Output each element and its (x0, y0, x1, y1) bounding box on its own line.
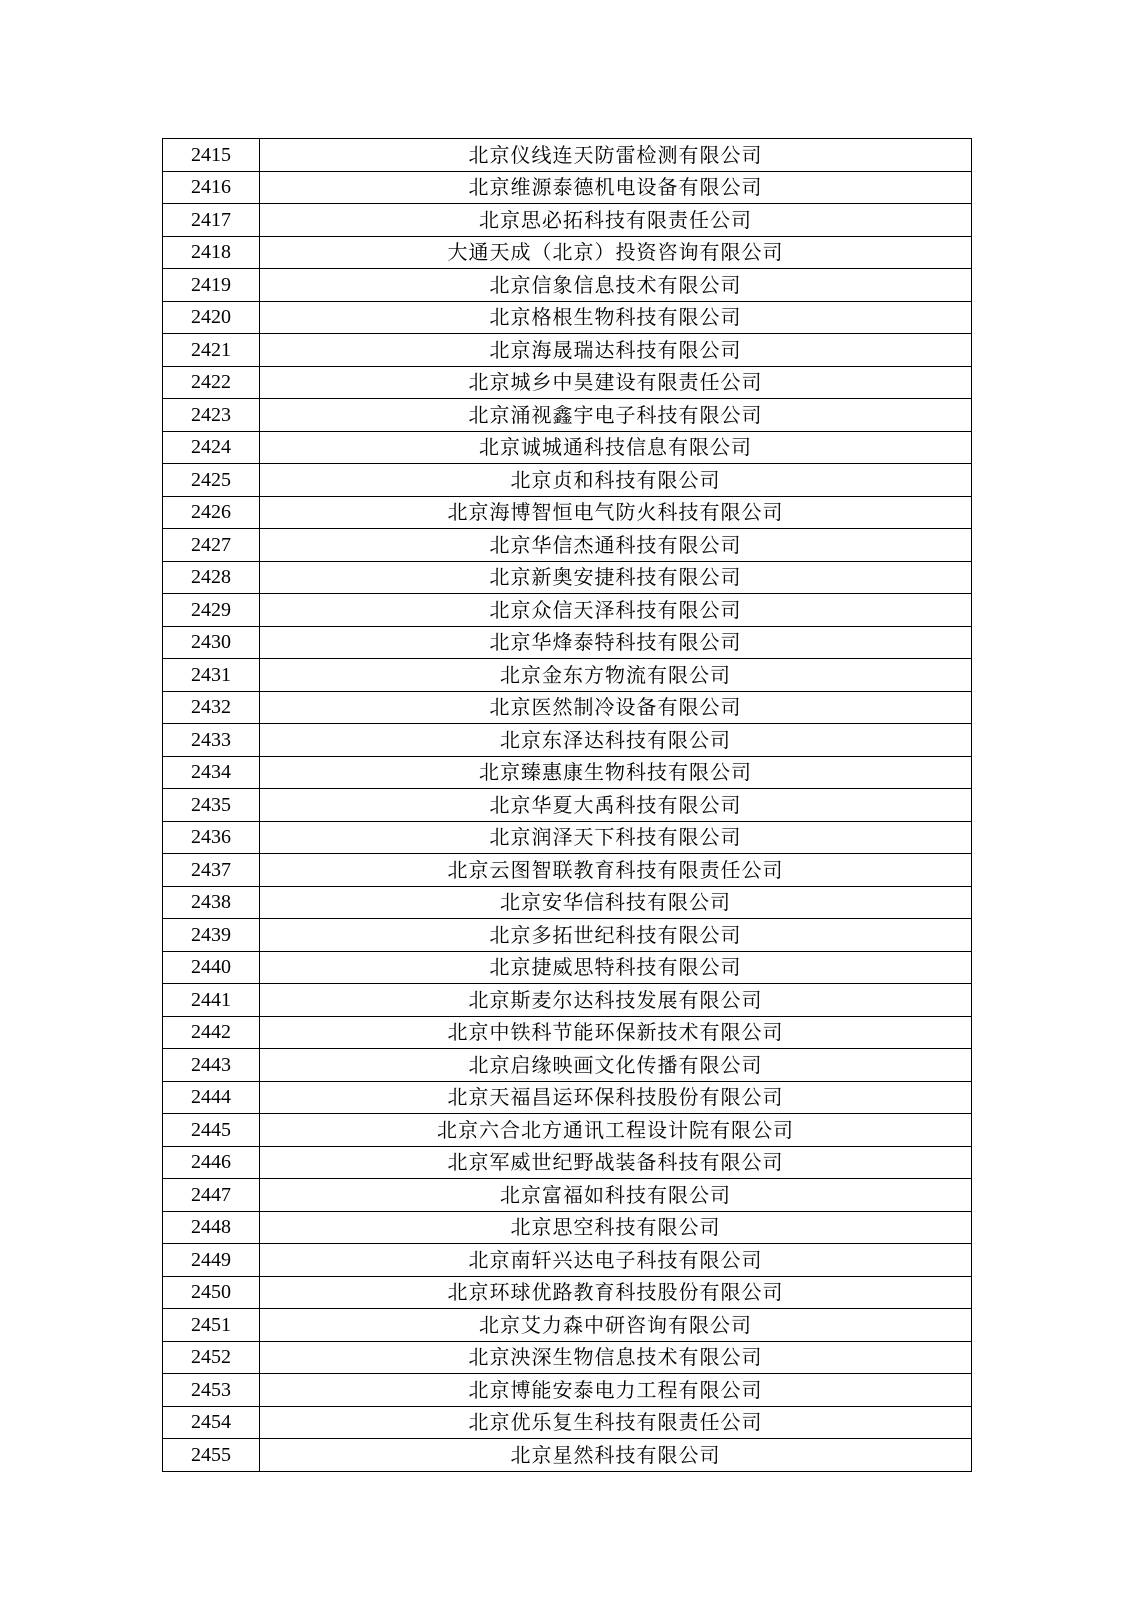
company-name-cell: 北京富福如科技有限公司 (260, 1179, 972, 1212)
table-row (163, 1049, 972, 1082)
row-number-cell: 2426 (163, 496, 260, 529)
row-number-cell: 2447 (163, 1179, 260, 1212)
table-row (163, 1114, 972, 1147)
row-number-cell: 2421 (163, 334, 260, 367)
row-number-cell: 2444 (163, 1081, 260, 1114)
table-row (163, 691, 972, 724)
row-number-cell: 2424 (163, 431, 260, 464)
table-row (163, 594, 972, 627)
row-number-cell: 2430 (163, 626, 260, 659)
table-row (163, 529, 972, 562)
company-name-cell: 北京维源泰德机电设备有限公司 (260, 171, 972, 204)
table-row (163, 821, 972, 854)
table-row (163, 399, 972, 432)
table-row (163, 464, 972, 497)
table-row (163, 1244, 972, 1277)
row-number-cell: 2415 (163, 139, 260, 172)
table-row (163, 1179, 972, 1212)
table-row (163, 1276, 972, 1309)
row-number-cell: 2429 (163, 594, 260, 627)
table-row (163, 1309, 972, 1342)
table-row (163, 789, 972, 822)
company-name-cell: 北京斯麦尔达科技发展有限公司 (260, 984, 972, 1017)
row-number-cell: 2442 (163, 1016, 260, 1049)
company-name-cell: 北京医然制冷设备有限公司 (260, 691, 972, 724)
row-number-cell: 2452 (163, 1341, 260, 1374)
row-number-cell: 2437 (163, 854, 260, 887)
table-row (163, 431, 972, 464)
row-number-cell: 2425 (163, 464, 260, 497)
row-number-cell: 2418 (163, 236, 260, 269)
table-row (163, 1081, 972, 1114)
table-row (163, 951, 972, 984)
company-name-cell: 北京东泽达科技有限公司 (260, 724, 972, 757)
company-name-cell: 北京环球优路教育科技股份有限公司 (260, 1276, 972, 1309)
table-row (163, 1211, 972, 1244)
company-name-cell: 北京艾力森中研咨询有限公司 (260, 1309, 972, 1342)
company-name-cell: 北京润泽天下科技有限公司 (260, 821, 972, 854)
row-number-cell: 2449 (163, 1244, 260, 1277)
row-number-cell: 2438 (163, 886, 260, 919)
table-row (163, 171, 972, 204)
row-number-cell: 2453 (163, 1374, 260, 1407)
company-name-cell: 北京仪线连天防雷检测有限公司 (260, 139, 972, 172)
company-name-cell: 北京贞和科技有限公司 (260, 464, 972, 497)
table-row (163, 1341, 972, 1374)
company-name-cell: 北京信象信息技术有限公司 (260, 269, 972, 302)
company-table-body (163, 139, 972, 1472)
row-number-cell: 2422 (163, 366, 260, 399)
row-number-cell: 2445 (163, 1114, 260, 1147)
company-name-cell: 北京启缘映画文化传播有限公司 (260, 1049, 972, 1082)
row-number-cell: 2427 (163, 529, 260, 562)
table-row (163, 724, 972, 757)
row-number-cell: 2428 (163, 561, 260, 594)
row-number-cell: 2454 (163, 1406, 260, 1439)
company-name-cell: 北京诚城通科技信息有限公司 (260, 431, 972, 464)
row-number-cell: 2423 (163, 399, 260, 432)
company-name-cell: 北京多拓世纪科技有限公司 (260, 919, 972, 952)
table-row (163, 886, 972, 919)
table-row (163, 561, 972, 594)
table-row (163, 626, 972, 659)
row-number-cell: 2419 (163, 269, 260, 302)
row-number-cell: 2439 (163, 919, 260, 952)
company-name-cell: 北京华信杰通科技有限公司 (260, 529, 972, 562)
row-number-cell: 2441 (163, 984, 260, 1017)
company-name-cell: 北京博能安泰电力工程有限公司 (260, 1374, 972, 1407)
company-name-cell: 北京六合北方通讯工程设计院有限公司 (260, 1114, 972, 1147)
company-name-cell: 北京华烽泰特科技有限公司 (260, 626, 972, 659)
company-name-cell: 大通天成（北京）投资咨询有限公司 (260, 236, 972, 269)
company-name-cell: 北京城乡中昊建设有限责任公司 (260, 366, 972, 399)
company-name-cell: 北京天福昌运环保科技股份有限公司 (260, 1081, 972, 1114)
company-name-cell: 北京军威世纪野战装备科技有限公司 (260, 1146, 972, 1179)
company-name-cell: 北京星然科技有限公司 (260, 1439, 972, 1472)
table-row (163, 756, 972, 789)
company-name-cell: 北京安华信科技有限公司 (260, 886, 972, 919)
row-number-cell: 2417 (163, 204, 260, 237)
table-row (163, 334, 972, 367)
table-row (163, 854, 972, 887)
company-name-cell: 北京华夏大禹科技有限公司 (260, 789, 972, 822)
table-row (163, 1406, 972, 1439)
row-number-cell: 2435 (163, 789, 260, 822)
table-row (163, 1374, 972, 1407)
row-number-cell: 2433 (163, 724, 260, 757)
row-number-cell: 2443 (163, 1049, 260, 1082)
table-row (163, 1439, 972, 1472)
company-name-cell: 北京泱深生物信息技术有限公司 (260, 1341, 972, 1374)
row-number-cell: 2450 (163, 1276, 260, 1309)
company-list-table (162, 138, 972, 1472)
table-row (163, 301, 972, 334)
table-row (163, 984, 972, 1017)
table-row (163, 919, 972, 952)
company-name-cell: 北京众信天泽科技有限公司 (260, 594, 972, 627)
table-row (163, 366, 972, 399)
table-row (163, 269, 972, 302)
row-number-cell: 2416 (163, 171, 260, 204)
row-number-cell: 2448 (163, 1211, 260, 1244)
row-number-cell: 2446 (163, 1146, 260, 1179)
company-name-cell: 北京臻惠康生物科技有限公司 (260, 756, 972, 789)
company-name-cell: 北京涌视鑫宇电子科技有限公司 (260, 399, 972, 432)
company-name-cell: 北京云图智联教育科技有限责任公司 (260, 854, 972, 887)
row-number-cell: 2436 (163, 821, 260, 854)
row-number-cell: 2455 (163, 1439, 260, 1472)
company-name-cell: 北京南轩兴达电子科技有限公司 (260, 1244, 972, 1277)
company-name-cell: 北京新奥安捷科技有限公司 (260, 561, 972, 594)
row-number-cell: 2451 (163, 1309, 260, 1342)
row-number-cell: 2434 (163, 756, 260, 789)
row-number-cell: 2420 (163, 301, 260, 334)
company-name-cell: 北京优乐复生科技有限责任公司 (260, 1406, 972, 1439)
company-name-cell: 北京思空科技有限公司 (260, 1211, 972, 1244)
table-row (163, 496, 972, 529)
company-name-cell: 北京中铁科节能环保新技术有限公司 (260, 1016, 972, 1049)
table-row (163, 204, 972, 237)
row-number-cell: 2431 (163, 659, 260, 692)
company-name-cell: 北京格根生物科技有限公司 (260, 301, 972, 334)
table-row (163, 236, 972, 269)
table-row (163, 659, 972, 692)
company-name-cell: 北京海博智恒电气防火科技有限公司 (260, 496, 972, 529)
company-name-cell: 北京捷威思特科技有限公司 (260, 951, 972, 984)
row-number-cell: 2432 (163, 691, 260, 724)
table-row (163, 139, 972, 172)
row-number-cell: 2440 (163, 951, 260, 984)
table-row (163, 1016, 972, 1049)
company-name-cell: 北京思必拓科技有限责任公司 (260, 204, 972, 237)
table-row (163, 1146, 972, 1179)
company-name-cell: 北京金东方物流有限公司 (260, 659, 972, 692)
company-name-cell: 北京海晟瑞达科技有限公司 (260, 334, 972, 367)
